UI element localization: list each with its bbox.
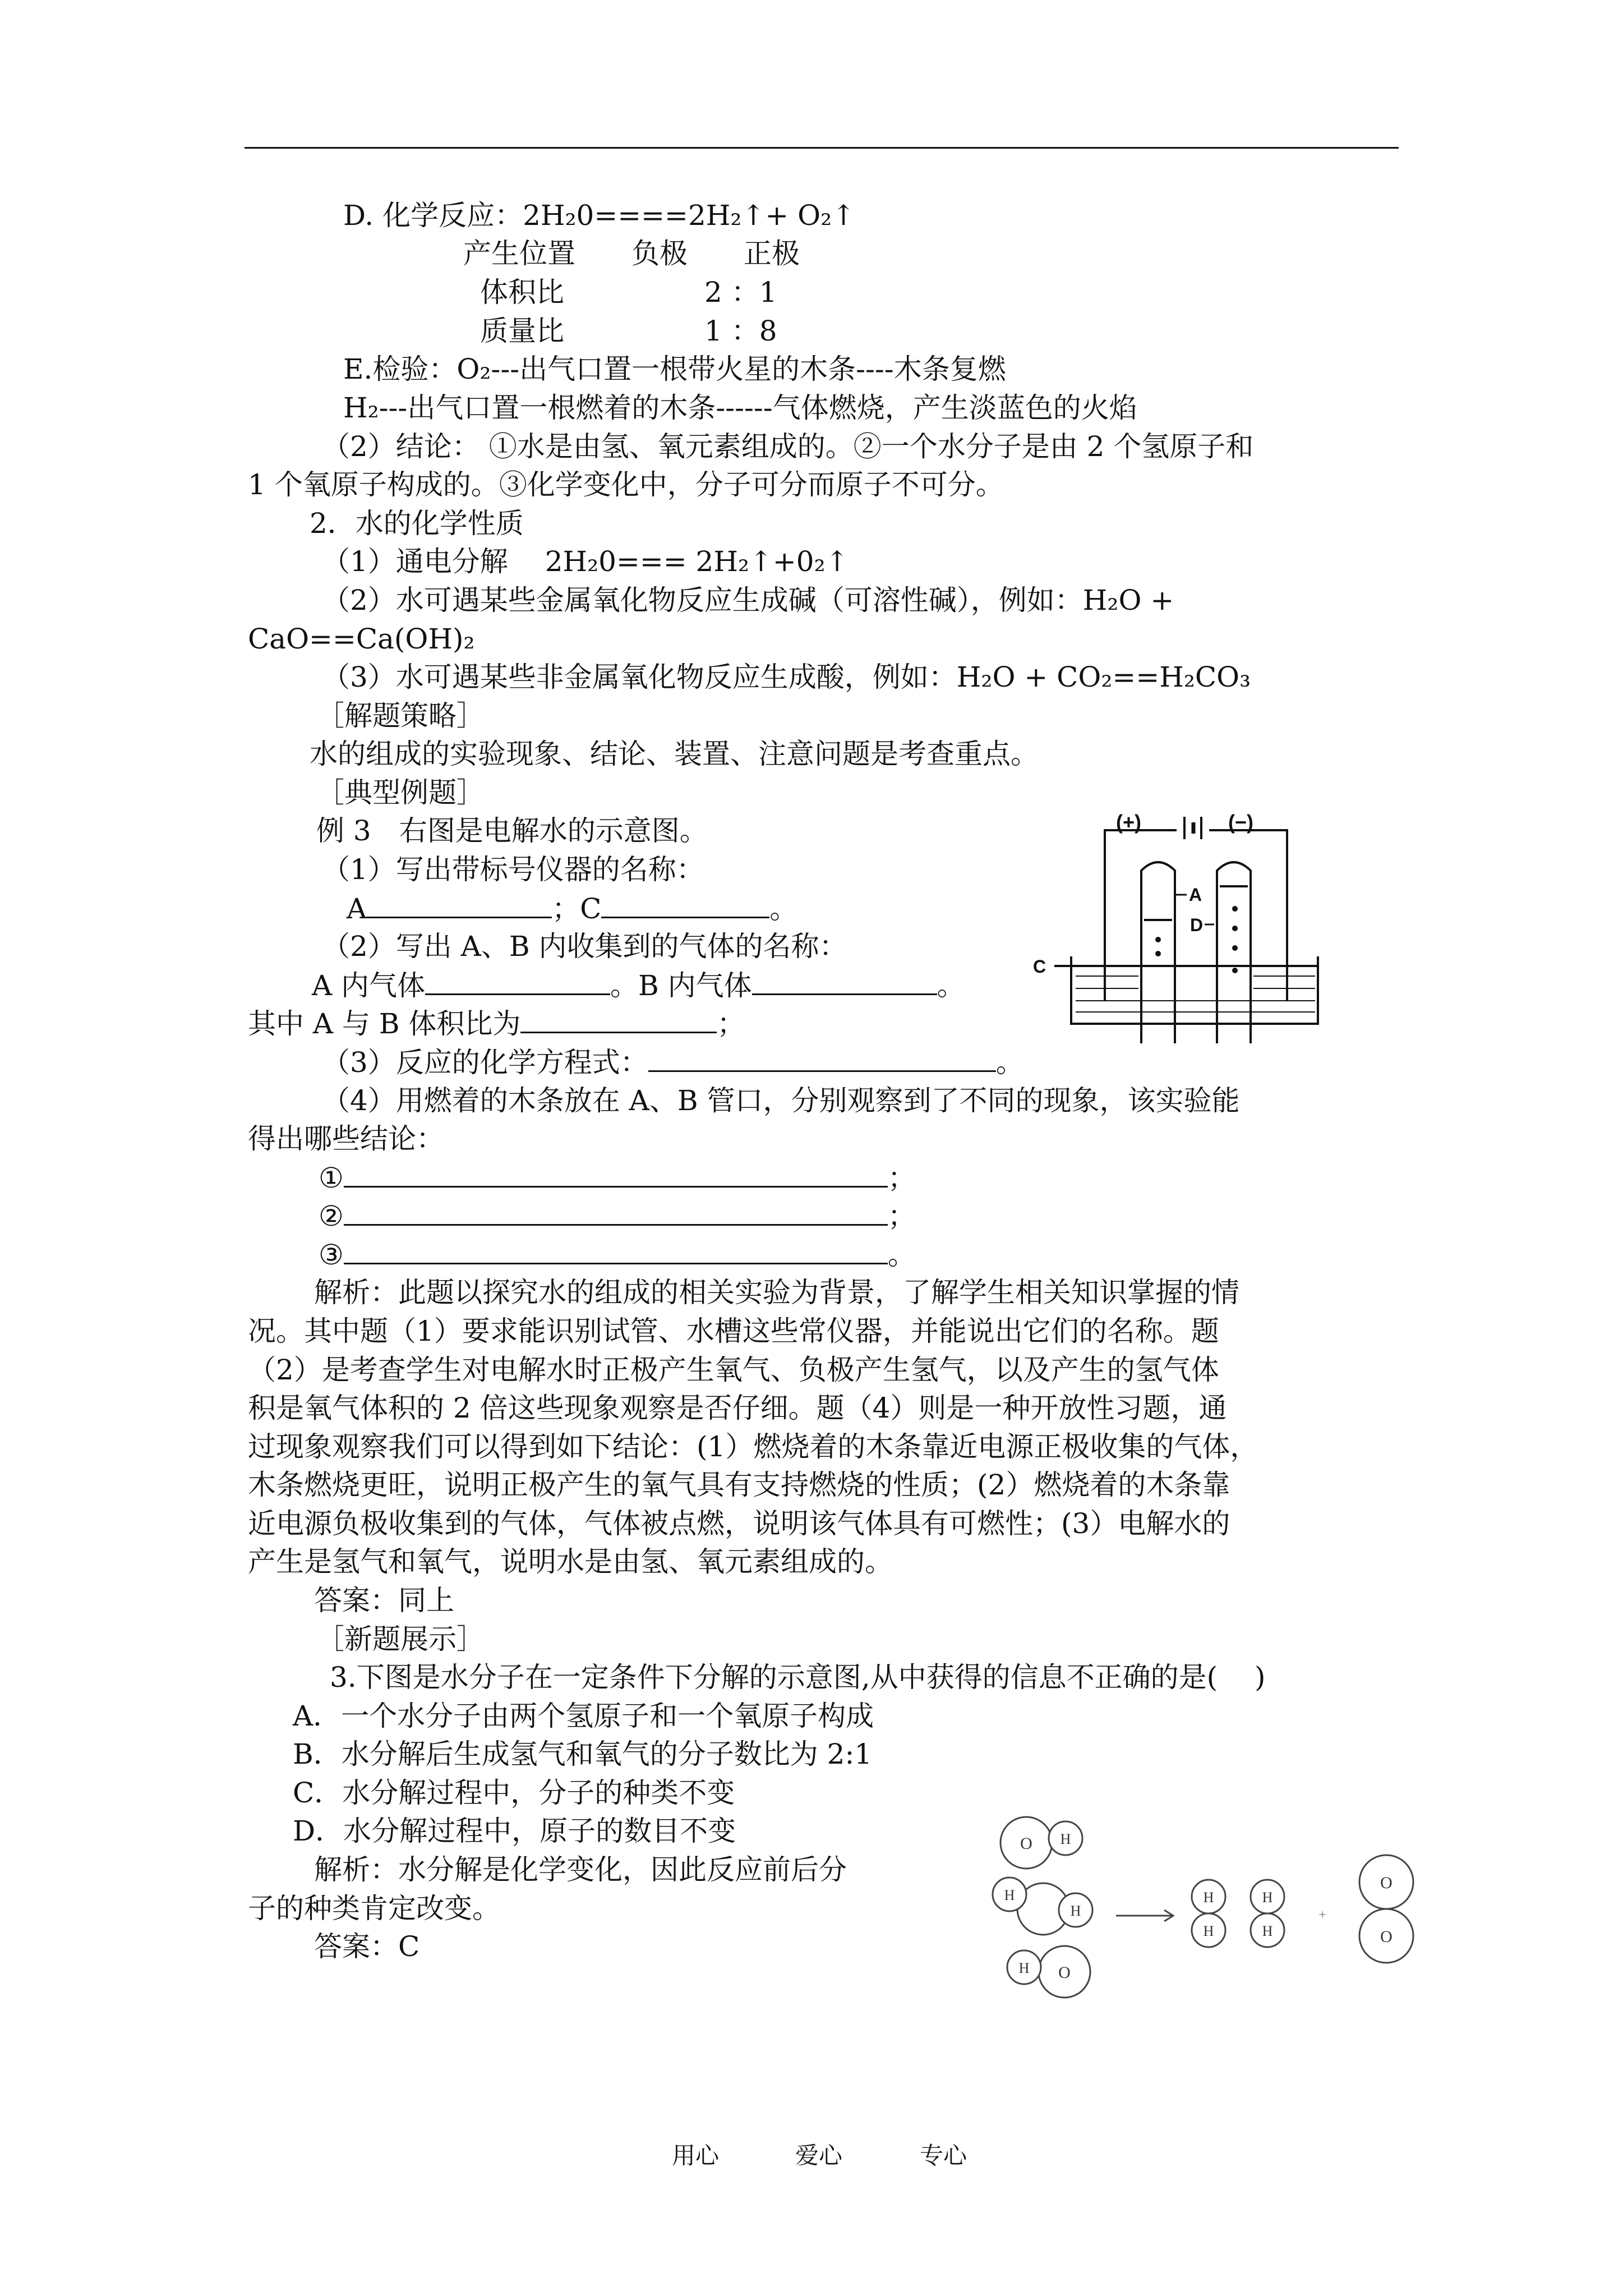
end: ； <box>887 1200 916 1232</box>
blank-gas-a <box>425 967 610 995</box>
analysis-3: （2）是考查学生对电解水时正极产生氧气、负极产生氢气，以及产生的氢气体 <box>248 1354 1219 1386</box>
hydrogen-test: H₂---出气口置一根燃着的木条------气体燃烧，产生淡蓝色的火焰 <box>343 392 1137 424</box>
label-c: C <box>1033 956 1046 977</box>
volume-ratio-row: 体积比 2 ：1 <box>480 276 777 309</box>
end: ； <box>887 1162 916 1194</box>
water-molecule <box>993 1878 1092 1935</box>
end: 。 <box>937 969 965 1002</box>
volume-ratio-question <box>248 1005 745 1042</box>
minus-terminal-label: (−) <box>1228 811 1253 834</box>
bubble <box>1156 952 1160 955</box>
plus-sign: + <box>1318 1908 1326 1922</box>
bubble <box>1233 969 1237 972</box>
water-molecule <box>1000 1817 1082 1869</box>
atom-label: O <box>1058 1963 1071 1982</box>
footer-item-1: 用心 <box>672 2142 720 2169</box>
label-a: A <box>1189 885 1202 905</box>
option-c: C．水分解过程中，分子的种类不变 <box>293 1777 735 1809</box>
hydrogen-molecule <box>1251 1880 1284 1947</box>
analysis-1: 解析：此题以探究水的组成的相关实验为背景，了解学生相关知识掌握的情 <box>314 1276 1239 1309</box>
example-3: 例 3 右图是电解水的示意图。 <box>316 815 708 847</box>
blank-gas-b <box>752 967 937 995</box>
footer-item-2: 爱心 <box>795 2142 843 2169</box>
new-analysis-2: 子的种类肯定改变。 <box>248 1892 500 1925</box>
new-answer: 答案：C <box>314 1930 420 1963</box>
atom-label: H <box>1203 1923 1214 1939</box>
question-2-answer-line <box>312 967 965 1004</box>
option-a: A．一个水分子由两个氢原子和一个氧原子构成 <box>293 1700 874 1732</box>
atom-label: H <box>1060 1831 1071 1847</box>
test-tube-d <box>1217 862 1251 1043</box>
conclusion-blank-2 <box>319 1197 916 1235</box>
oxygen-molecule <box>1359 1855 1413 1963</box>
marker: ③ <box>319 1239 344 1271</box>
question-4a: （4）用燃着的木条放在 A、B 管口，分别观察到了不同的现象，该实验能 <box>322 1084 1240 1117</box>
bubble <box>1233 927 1237 930</box>
question-1: （1）写出带标号仪器的名称： <box>322 853 704 886</box>
end: 。 <box>995 1046 1024 1079</box>
end: 。 <box>887 1239 916 1271</box>
new-question-heading: ［新题展示］ <box>316 1623 485 1655</box>
analysis-7: 近电源负极收集到的气体，气体被点燃，说明该气体具有可燃性；(3）电解水的 <box>248 1507 1230 1540</box>
footer-item-3: 专心 <box>920 2142 967 2169</box>
electrolysis-diagram <box>1032 808 1346 1043</box>
plus-terminal-label: (+) <box>1116 811 1141 834</box>
bubble <box>1233 946 1237 950</box>
property-1: （1）通电分解 2H₂0=== 2H₂↑+0₂↑ <box>322 545 849 578</box>
option-d: D．水分解过程中，原子的数目不变 <box>293 1815 736 1847</box>
water-molecule <box>1007 1946 1090 1998</box>
label-d: D <box>1190 915 1204 935</box>
atom-label: O <box>1380 1874 1393 1892</box>
label-a: A <box>347 892 367 925</box>
conclusion-line-1: （2）结论： ①水是由氢、氧元素组成的。②一个水分子是由 2 个氢原子和 <box>322 430 1254 463</box>
header-rule <box>245 147 1399 149</box>
ratio-label: 其中 A 与 B 体积比为 <box>248 1007 521 1040</box>
question-1-answer-line <box>347 890 797 927</box>
marker: ② <box>319 1200 344 1232</box>
analysis-4: 积是氧气体积的 2 倍这些现象观察是否仔细。题（4）则是一种开放性习题，通 <box>248 1392 1227 1424</box>
example-heading: ［典型例题］ <box>316 776 485 809</box>
atom-label: O <box>1020 1834 1032 1853</box>
atom-label: H <box>1262 1923 1273 1939</box>
gas-a-label: A 内气体 <box>312 969 426 1002</box>
end: ； <box>717 1007 745 1040</box>
gas-b-label: 。B 内气体 <box>610 969 752 1002</box>
property-2b: CaO==Ca(OH)₂ <box>248 623 475 655</box>
separator: ；C <box>552 892 602 925</box>
position-row: 产生位置 负极 正极 <box>463 237 800 270</box>
section-heading: 2．水的化学性质 <box>310 507 524 540</box>
atom-label: H <box>1070 1903 1081 1919</box>
strategy-heading: ［解题策略］ <box>316 700 485 732</box>
oxygen-test: E.检验：O₂---出气口置一根带火星的木条----木条复燃 <box>343 353 1006 385</box>
atom-label: O <box>1380 1927 1393 1946</box>
property-2a: （2）水可遇某些金属氧化物反应生成碱（可溶性碱），例如：H₂O + <box>322 584 1174 616</box>
analysis-6: 木条燃烧更旺，说明正极产生的氧气具有支持燃烧的性质；(2）燃烧着的木条靠 <box>248 1469 1230 1501</box>
blank <box>344 1236 888 1264</box>
blank <box>344 1159 888 1188</box>
end: 。 <box>769 892 798 925</box>
blank-a <box>367 890 552 918</box>
atom-label: H <box>1018 1960 1030 1976</box>
blank-ratio <box>520 1005 717 1033</box>
atom-label: H <box>1203 1889 1214 1906</box>
reaction-equation: D. 化学反应：2H₂0====2H₂↑+ O₂↑ <box>343 199 856 232</box>
hydrogen-molecule <box>1192 1880 1225 1947</box>
new-analysis-1: 解析：水分解是化学变化，因此反应前后分 <box>314 1853 847 1886</box>
q3-label: （3）反应的化学方程式： <box>322 1046 648 1079</box>
bubble <box>1233 907 1237 910</box>
question-4b: 得出哪些结论： <box>248 1122 444 1155</box>
battery-icon <box>1184 817 1201 839</box>
mass-ratio-row: 质量比 1 ：8 <box>480 315 777 347</box>
strategy-text: 水的组成的实验现象、结论、装置、注意问题是考查重点。 <box>310 738 1039 770</box>
atom-label: H <box>1004 1887 1015 1903</box>
blank-c <box>601 890 769 918</box>
blank <box>344 1197 888 1226</box>
conclusion-blank-3 <box>319 1236 916 1273</box>
water-decomposition-diagram <box>987 1815 1441 2033</box>
conclusion-line-2: 1 个氧原子构成的。③化学变化中，分子可分而原子不可分。 <box>248 468 1004 501</box>
marker: ① <box>319 1162 344 1194</box>
analysis-5: 过现象观察我们可以得到如下结论：(1）燃烧着的木条靠近电源正极收集的气体， <box>248 1430 1258 1463</box>
bubble <box>1156 938 1160 941</box>
analysis-8: 产生是氢气和氧气，说明水是由氢、氧元素组成的。 <box>248 1545 893 1578</box>
option-b: B．水分解后生成氢气和氧气的分子数比为 2:1 <box>293 1738 873 1770</box>
conclusion-blank-1 <box>319 1159 916 1197</box>
atom-label: H <box>1262 1889 1273 1906</box>
blank-equation <box>648 1043 996 1072</box>
new-question-3: 3.下图是水分子在一定条件下分解的示意图,从中获得的信息不正确的是( ) <box>330 1661 1266 1694</box>
answer-1: 答案：同上 <box>314 1584 454 1617</box>
reaction-arrow <box>1116 1910 1173 1921</box>
question-3 <box>322 1043 1024 1081</box>
question-2: （2）写出 A、B 内收集到的气体的名称： <box>322 930 847 963</box>
property-3: （3）水可遇某些非金属氧化物反应生成酸，例如：H₂O + CO₂==H₂CO₃ <box>322 661 1251 693</box>
analysis-2: 况。其中题（1）要求能识别试管、水槽这些常仪器，并能说出它们的名称。题 <box>248 1315 1219 1347</box>
